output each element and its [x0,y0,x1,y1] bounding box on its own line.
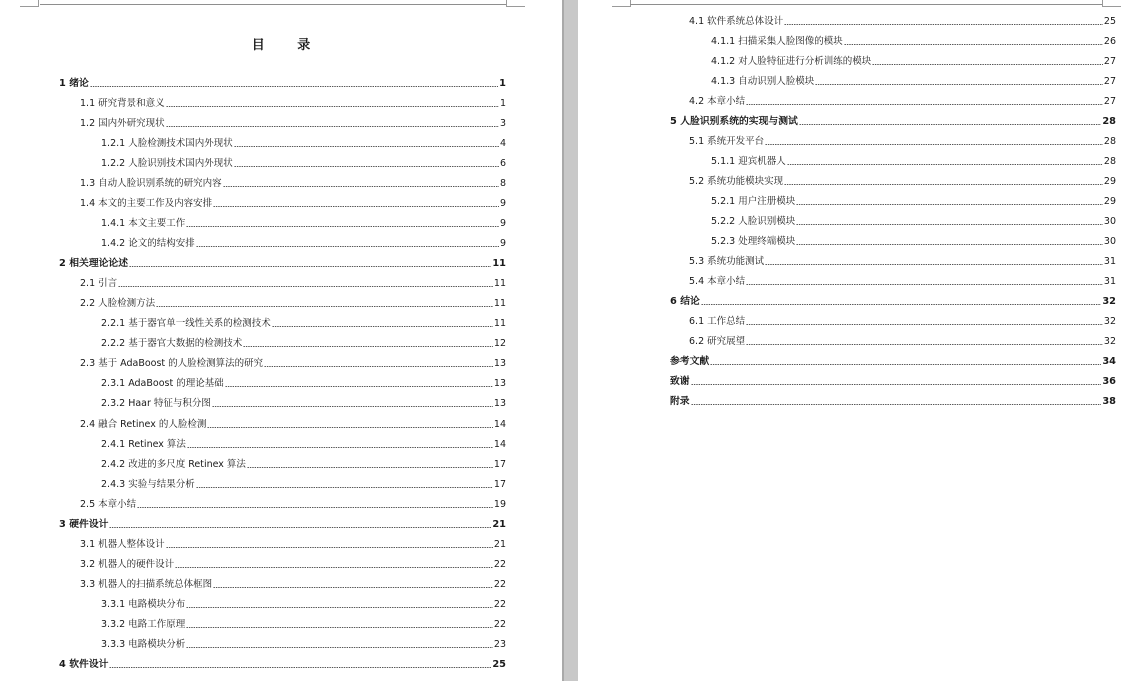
toc-entry[interactable] [101,316,506,329]
toc-entry[interactable] [101,477,506,490]
toc-entry-title: 3.3.2 电路工作原理 [101,618,186,630]
toc-entry-title: 5.1 系统开发平台 [689,136,765,147]
toc-entry[interactable] [80,116,506,129]
toc-dot-leader [137,507,493,508]
toc-entry-title: 1.4.2 论文的结构安排 [101,238,195,250]
toc-entry-title: 2.4.1 Retinex 算法 [101,438,186,450]
toc-dot-leader [844,44,1103,45]
toc-entry-title: 3 硬件设计 [59,518,109,530]
toc-dot-leader [213,587,493,588]
toc-dot-leader [129,266,491,267]
toc-entry-page: 25 [1103,16,1116,27]
toc-entry-page: 28 [1102,116,1116,127]
toc-entry-title: 2.5 本章小结 [80,498,137,510]
toc-entry[interactable] [670,374,1116,387]
toc-entry[interactable] [711,194,1116,207]
toc-dot-leader [196,246,499,247]
toc-dot-leader [212,406,493,407]
toc-entry[interactable] [80,296,506,309]
toc-entry-page: 34 [1102,356,1116,367]
toc-entry-title: 1 绪论 [59,78,89,89]
toc-dot-leader [166,547,493,548]
toc-entry-page: 1 [499,98,506,110]
toc-entry[interactable] [689,274,1116,287]
toc-entry[interactable] [80,356,506,369]
toc-entry[interactable] [101,336,506,349]
toc-dot-leader [234,166,499,167]
toc-entry-title: 1.2.1 人脸检测技术国内外现状 [101,138,233,150]
toc-entry-page: 23 [493,638,506,650]
toc-entry-title: 4.1.1 扫描采集人脸图像的模块 [711,36,843,47]
toc-entry-title: 5.2 系统功能模块实现 [689,176,784,187]
toc-dot-leader [746,324,1103,325]
toc-dot-leader [796,224,1103,225]
toc-entry[interactable] [711,54,1116,67]
toc-entry[interactable] [711,154,1116,167]
toc-dot-leader [784,24,1103,25]
toc-dot-leader [223,186,499,187]
toc-dot-leader [234,146,499,147]
toc-entry[interactable] [59,657,506,670]
toc-entry-page: 21 [492,518,506,530]
toc-entry[interactable] [59,76,506,89]
toc-entry[interactable] [101,376,506,389]
toc-entry-title: 3.1 机器人整体设计 [80,538,165,550]
toc-entry[interactable] [80,557,506,570]
toc-entry-page: 30 [1103,236,1116,247]
toc-entry-title: 4.1 软件系统总体设计 [689,16,784,27]
toc-entry[interactable] [59,517,506,530]
toc-entry-page: 8 [499,178,506,190]
toc-dot-leader [799,124,1102,125]
toc-dot-leader [746,284,1103,285]
toc-entry[interactable] [711,234,1116,247]
toc-entry-title: 6 结论 [670,296,700,307]
toc-dot-leader [187,447,493,448]
toc-entry-page: 9 [499,218,506,230]
toc-entry-page: 27 [1103,76,1116,87]
toc-entry-title: 5.2.1 用户注册模块 [711,196,796,207]
toc-entry-title: 2.3 基于 AdaBoost 的人脸检测算法的研究 [80,358,264,370]
toc-dot-leader [166,106,499,107]
toc-dot-leader [746,344,1103,345]
toc-entry-page: 3 [499,118,506,130]
toc-entry[interactable] [101,617,506,630]
toc-dot-leader [872,64,1103,65]
toc-dot-leader [247,467,493,468]
toc-entry[interactable] [101,216,506,229]
toc-entry-title: 5 人脸识别系统的实现与测试 [670,116,798,127]
toc-entry-title: 2.1 引言 [80,278,118,290]
toc-dot-leader [186,627,493,628]
toc-entry-title: 6.1 工作总结 [689,316,746,327]
toc-entry[interactable] [80,196,506,209]
toc-entry-page: 12 [493,338,506,350]
toc-entry-title: 2 相关理论论述 [59,258,129,270]
toc-entry[interactable] [80,577,506,590]
toc-entry[interactable] [689,14,1116,27]
toc-entry-page: 28 [1103,136,1116,147]
toc-entry-title: 3.3.1 电路模块分布 [101,598,186,610]
toc-entry-page: 9 [499,238,506,250]
toc-entry[interactable] [101,597,506,610]
toc-entry[interactable] [101,236,506,249]
toc-entry-title: 2.2 人脸检测方法 [80,298,156,310]
toc-entry[interactable] [670,394,1116,407]
toc-entry[interactable] [80,276,506,289]
toc-entry-page: 17 [493,478,506,490]
toc-entry[interactable] [711,74,1116,87]
toc-entry-page: 17 [493,458,506,470]
toc-entry-page: 29 [1103,176,1116,187]
toc-entry-title: 2.3.1 AdaBoost 的理论基础 [101,378,224,390]
toc-entry-title: 4.2 本章小结 [689,96,746,107]
toc-entry-title: 2.4.3 实验与结果分析 [101,478,195,490]
toc-title: 目 录 [251,38,325,53]
toc-entry[interactable] [670,354,1116,367]
toc-entry-title: 2.4.2 改进的多尺度 Retinex 算法 [101,458,246,470]
toc-entry-title: 1.3 自动人脸识别系统的研究内容 [80,178,222,190]
toc-entry-page: 22 [493,578,506,590]
toc-entry-title: 2.2.1 基于器官单一线性关系的检测技术 [101,318,271,330]
toc-entry-page: 4 [499,138,506,150]
toc-dot-leader [207,427,493,428]
toc-entry[interactable] [101,437,506,450]
toc-entry[interactable] [711,214,1116,227]
page-gutter [562,0,578,681]
toc-entry-page: 38 [1102,396,1116,407]
toc-entry[interactable] [689,134,1116,147]
toc-entry-title: 1.4.1 本文主要工作 [101,218,186,230]
toc-entry-title: 附录 [670,396,690,407]
toc-entry[interactable] [670,294,1116,307]
toc-entry-page: 25 [492,658,506,670]
toc-dot-leader [784,184,1103,185]
toc-entry-page: 31 [1103,256,1116,267]
toc-entry[interactable] [80,497,506,510]
toc-dot-leader [118,286,493,287]
toc-dot-leader [196,487,493,488]
toc-entry[interactable] [689,314,1116,327]
toc-dot-leader [765,144,1103,145]
toc-entry-page: 13 [493,358,506,370]
toc-entry-page: 13 [493,398,506,410]
toc-entry-page: 19 [493,498,506,510]
toc-entry-page: 31 [1103,276,1116,287]
toc-entry-title: 1.4 本文的主要工作及内容安排 [80,198,213,210]
toc-entry-page: 27 [1103,96,1116,107]
toc-entry-page: 14 [493,438,506,450]
toc-entry-page: 11 [492,258,506,270]
toc-dot-leader [787,164,1103,165]
toc-entry-title: 5.2.2 人脸识别模块 [711,216,796,227]
toc-dot-leader [166,126,499,127]
toc-entry-title: 4.1.3 自动识别人脸模块 [711,76,815,87]
toc-entry-title: 1.1 研究背景和意义 [80,98,165,110]
toc-dot-leader [225,386,493,387]
toc-dot-leader [243,346,493,347]
toc-entry-page: 21 [493,538,506,550]
toc-entry-page: 29 [1103,196,1116,207]
toc-entry-page: 32 [1103,316,1116,327]
toc-entry-title: 3.2 机器人的硬件设计 [80,558,175,570]
toc-entry[interactable] [101,637,506,650]
toc-entry-title: 5.4 本章小结 [689,276,746,287]
toc-entry-title: 3.3.3 电路模块分析 [101,638,186,650]
toc-dot-leader [90,86,498,87]
toc-entry-title: 致谢 [670,376,690,387]
toc-dot-leader [765,264,1103,265]
toc-entry-title: 4 软件设计 [59,658,109,670]
toc-entry-page: 30 [1103,216,1116,227]
toc-entry[interactable] [80,176,506,189]
toc-dot-leader [175,567,493,568]
toc-entry-title: 5.2.3 处理终端模块 [711,236,796,247]
toc-entry-title: 5.3 系统功能测试 [689,256,765,267]
toc-entry[interactable] [689,174,1116,187]
toc-dot-leader [186,607,493,608]
toc-entry-page: 11 [493,278,506,290]
toc-entry-page: 11 [493,298,506,310]
page-gutter-shadow [562,0,564,681]
toc-dot-leader [213,206,499,207]
toc-entry[interactable] [689,334,1116,347]
document-page-right [578,0,1136,681]
toc-entry-title: 参考文献 [670,356,710,367]
toc-dot-leader [710,364,1101,365]
toc-dot-leader [186,647,493,648]
toc-entry[interactable] [689,254,1116,267]
toc-entry-page: 28 [1103,156,1116,167]
toc-entry[interactable] [689,94,1116,107]
toc-entry[interactable] [80,417,506,430]
toc-entry-title: 6.2 研究展望 [689,336,746,347]
toc-entry[interactable] [711,34,1116,47]
toc-entry-title: 1.2.2 人脸识别技术国内外现状 [101,158,233,170]
toc-entry[interactable] [101,396,506,409]
toc-entry-page: 13 [493,378,506,390]
toc-dot-leader [272,326,493,327]
toc-entry[interactable] [80,537,506,550]
toc-entry[interactable] [80,96,506,109]
toc-entry-title: 2.4 融合 Retinex 的人脸检测 [80,418,207,430]
toc-entry-page: 9 [499,198,506,210]
toc-entry-page: 1 [499,78,506,89]
toc-dot-leader [701,304,1102,305]
toc-dot-leader [815,84,1103,85]
toc-dot-leader [691,384,1102,385]
toc-entry-page: 26 [1103,36,1116,47]
toc-entry-title: 2.3.2 Haar 特征与积分图 [101,398,211,410]
toc-entry-page: 14 [493,418,506,430]
toc-entry-title: 2.2.2 基于器官大数据的检测技术 [101,338,243,350]
toc-entry-page: 32 [1102,296,1116,307]
toc-entry-page: 11 [493,318,506,330]
toc-dot-leader [691,404,1102,405]
toc-entry-page: 27 [1103,56,1116,67]
toc-dot-leader [746,104,1103,105]
toc-entry-page: 22 [493,558,506,570]
document-page-left [0,0,562,681]
toc-dot-leader [264,366,493,367]
toc-entry-page: 22 [493,598,506,610]
toc-dot-leader [796,204,1103,205]
toc-dot-leader [109,667,491,668]
toc-dot-leader [109,527,491,528]
toc-entry-title: 4.1.2 对人脸特征进行分析训练的模块 [711,56,872,67]
toc-entry[interactable] [101,457,506,470]
toc-entry[interactable] [670,114,1116,127]
toc-dot-leader [186,226,499,227]
toc-entry-page: 22 [493,618,506,630]
toc-entry[interactable] [59,256,506,269]
toc-entry-page: 36 [1102,376,1116,387]
toc-dot-leader [156,306,493,307]
toc-entry-title: 5.1.1 迎宾机器人 [711,156,786,167]
toc-entry-page: 32 [1103,336,1116,347]
toc-list [578,0,1136,681]
toc-dot-leader [796,244,1103,245]
toc-list [0,0,562,681]
toc-entry[interactable] [101,136,506,149]
toc-entry[interactable] [101,156,506,169]
toc-entry-title: 3.3 机器人的扫描系统总体框图 [80,578,213,590]
toc-entry-page: 6 [499,158,506,170]
toc-entry-title: 1.2 国内外研究现状 [80,118,165,130]
